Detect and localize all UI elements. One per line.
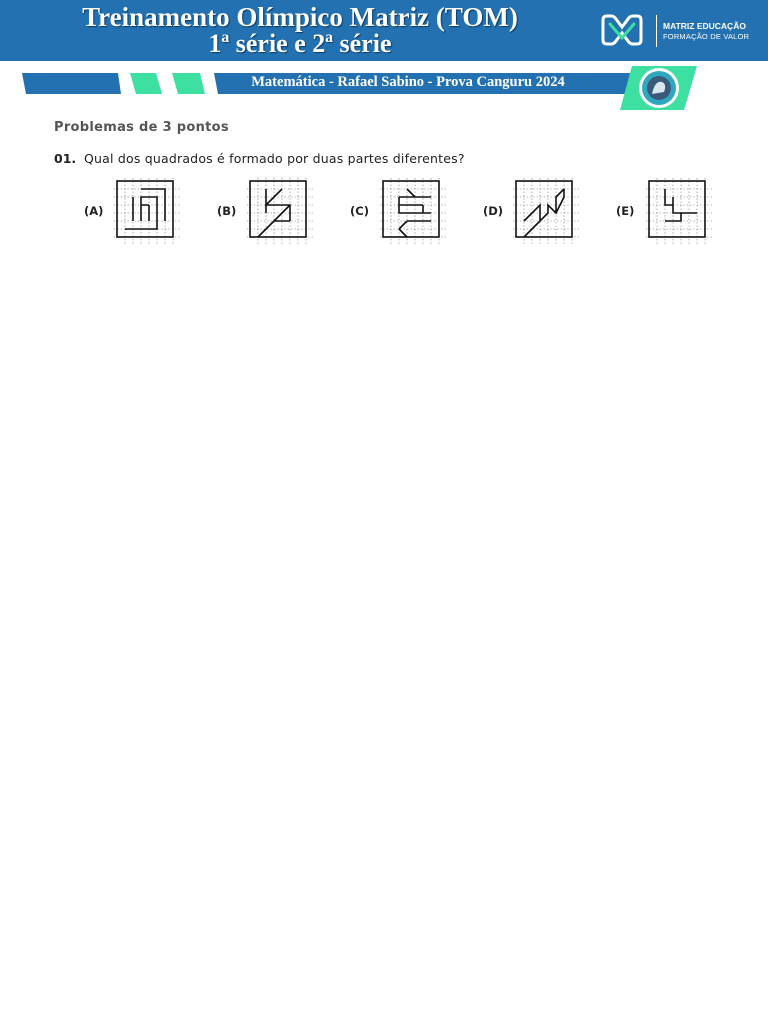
- banner-green-stripe-1: [130, 73, 162, 94]
- logo-tagline: FORMAÇÃO DE VALOR: [663, 32, 750, 41]
- matriz-logo-icon: [598, 12, 646, 48]
- option-a-label: (A): [84, 204, 104, 218]
- logo-name: MATRIZ EDUCAÇÃO: [663, 21, 746, 31]
- option-d-figure: [513, 178, 579, 244]
- option-c-label: (C): [350, 204, 369, 218]
- option-d-label: (D): [483, 204, 504, 218]
- option-e-figure: [646, 178, 712, 244]
- question-text: Qual dos quadrados é formado por duas partes diferentes?: [84, 151, 465, 166]
- banner-green-stripe-2: [172, 73, 205, 94]
- page-title: Treinamento Olímpico Matriz (TOM): [82, 2, 518, 32]
- option-b-label: (B): [217, 204, 237, 218]
- option-c-figure: [380, 178, 446, 244]
- page-subtitle: 1ª série e 2ª série: [208, 29, 392, 58]
- banner-subtitle: Matemática - Rafael Sabino - Prova Canguru 2024: [251, 74, 565, 90]
- option-a-figure: [114, 178, 180, 244]
- question-number: 01.: [54, 151, 77, 166]
- banner-blue-stripe: [22, 73, 121, 94]
- option-e-label: (E): [616, 204, 635, 218]
- option-b-figure: [247, 178, 313, 244]
- header-bar: [0, 0, 768, 61]
- logo-divider: [656, 15, 657, 47]
- section-title: Problemas de 3 pontos: [54, 120, 229, 135]
